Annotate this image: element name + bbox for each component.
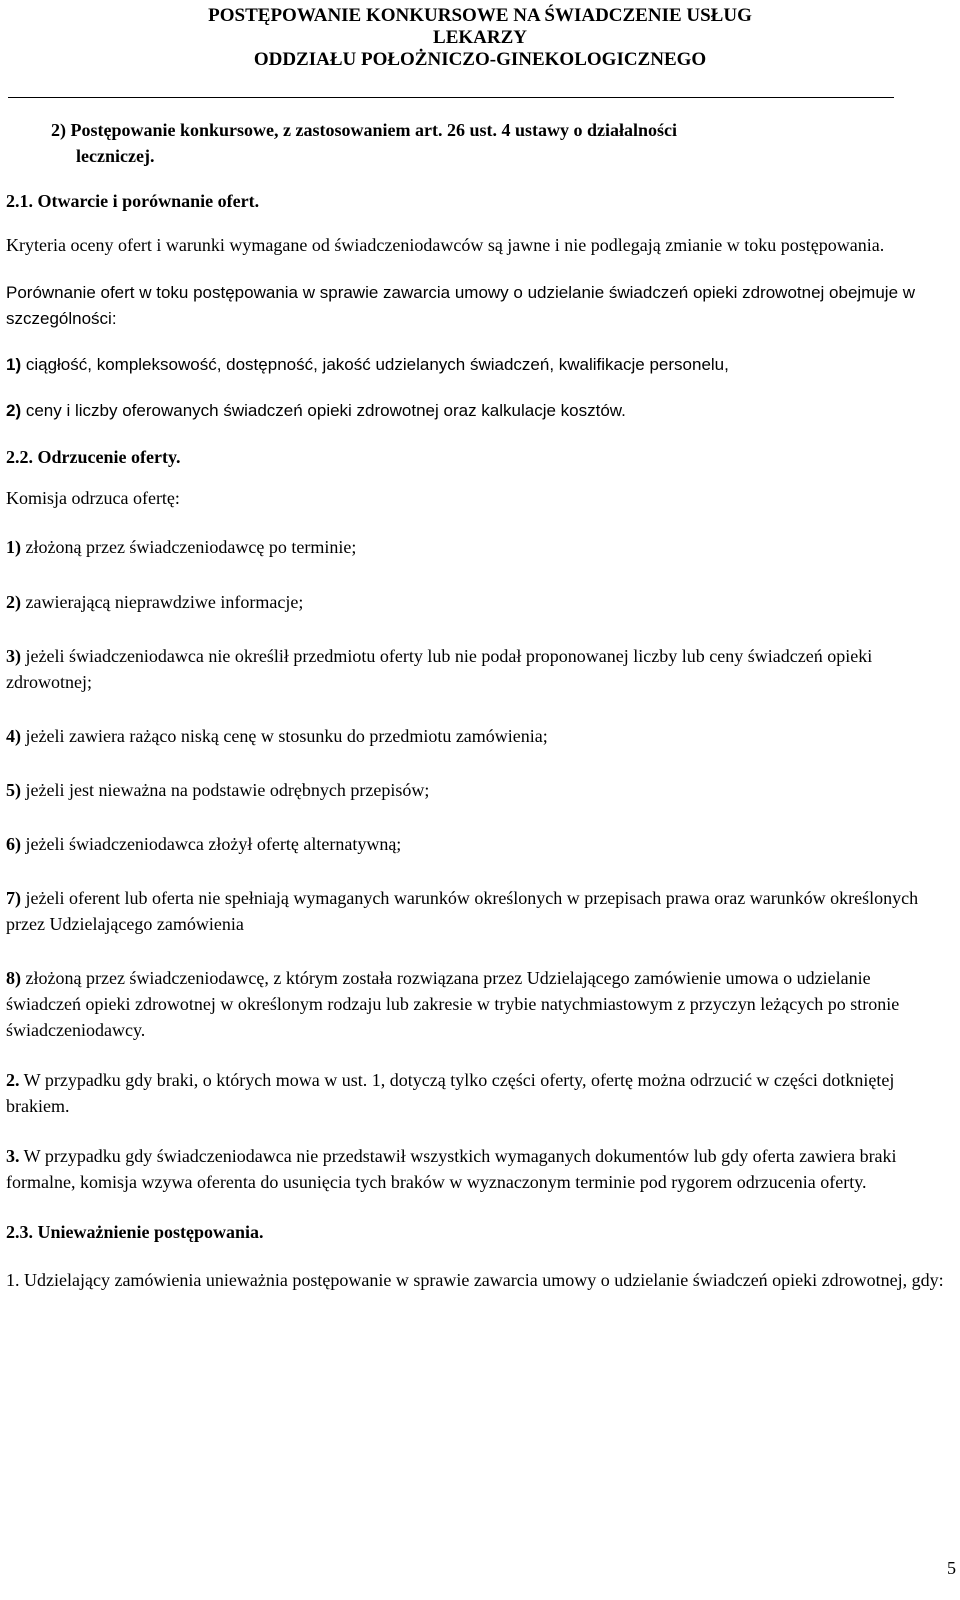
section-2-title <box>26 117 948 169</box>
section-2-1-title: 2.1. Otwarcie i porównanie ofert. <box>6 191 260 211</box>
s21-item-1-num: 1) <box>6 355 22 374</box>
section-2-3-title: 2.3. Unieważnienie postępowania. <box>6 1222 264 1242</box>
section-2-2-title: 2.2. Odrzucenie oferty. <box>6 447 181 467</box>
s22-item-3-text: jeżeli świadczeniodawca nie określił przedmiotu oferty lub nie podał proponowanej liczby lub ceny świadczeń opieki zdrowotnej; <box>6 646 873 692</box>
s22-item-6-text: jeżeli świadczeniodawca złożył ofertę alternatywną; <box>21 834 402 854</box>
s22-point-2 <box>6 1067 948 1119</box>
s22-item-8-text: złożoną przez świadczeniodawcę, z którym została rozwiązana przez Udzielającego zamówienie umowa o udzielanie świadczeń opieki zdrowotnej w określonym rodzaju lub zakresie w trybie natychmiastowym z przyczyn leżących po stronie świadczeniodawcy. <box>6 968 900 1040</box>
page-number: 5 <box>947 1558 956 1578</box>
header-divider <box>8 97 894 98</box>
s21-item-1-text: ciągłość, kompleksowość, dostępność, jakość udzielanych świadczeń, kwalifikacje personelu, <box>21 355 729 374</box>
document-body <box>6 117 948 1293</box>
s22-item-6 <box>6 831 948 857</box>
s22-item-5 <box>6 777 948 803</box>
s22-item-1-text: złożoną przez świadczeniodawcę po terminie; <box>21 537 357 557</box>
s22-item-8-num: 8) <box>6 968 21 988</box>
s22-point-2-text: W przypadku gdy braki, o których mowa w ust. 1, dotyczą tylko części oferty, ofertę można odrzucić w części dotkniętej brakiem. <box>6 1070 895 1116</box>
s22-point-3 <box>6 1143 948 1195</box>
s22-item-3-num: 3) <box>6 646 21 666</box>
s22-item-4 <box>6 723 948 749</box>
s22-point-3-num: 3. <box>6 1146 20 1166</box>
s22-item-6-num: 6) <box>6 834 21 854</box>
s21-item-2-text: ceny i liczby oferowanych świadczeń opieki zdrowotnej oraz kalkulacje kosztów. <box>21 401 626 420</box>
s23-paragraph-1: 1. Udzielający zamówienia unieważnia postępowanie w sprawie zawarcia umowy o udzielanie świadczeń opieki zdrowotnej, gdy: <box>6 1270 944 1290</box>
s21-paragraph-1: Kryteria oceny ofert i warunki wymagane od świadczeniodawców są jawne i nie podlegają zmianie w toku postępowania. <box>6 235 885 255</box>
s22-item-5-text: jeżeli jest nieważna na podstawie odrębnych przepisów; <box>21 780 430 800</box>
s22-point-3-text: W przypadku gdy świadczeniodawca nie przedstawił wszystkich wymaganych dokumentów lub gdy oferta zawiera braki formalne, komisja wzywa oferenta do usunięcia tych braków w wyznaczonym terminie pod rygorem odrzucenia oferty. <box>6 1146 897 1192</box>
s22-item-7 <box>6 885 948 937</box>
s21-item-2 <box>6 398 948 424</box>
s22-item-5-num: 5) <box>6 780 21 800</box>
s22-item-2-num: 2) <box>6 592 21 612</box>
header-line-2: LEKARZY <box>433 27 527 48</box>
s22-item-7-num: 7) <box>6 888 21 908</box>
s22-point-2-num: 2. <box>6 1070 20 1090</box>
s22-intro: Komisja odrzuca ofertę: <box>6 488 180 508</box>
s22-item-7-text: jeżeli oferent lub oferta nie spełniają wymaganych warunków określonych w przepisach prawa oraz warunków określonych przez Udzielającego zamówienia <box>6 888 919 934</box>
document-header <box>0 5 960 71</box>
s22-item-4-text: jeżeli zawiera rażąco niską cenę w stosunku do przedmiotu zamówienia; <box>21 726 548 746</box>
s22-item-4-num: 4) <box>6 726 21 746</box>
s21-item-1 <box>6 352 948 378</box>
s21-paragraph-2: Porównanie ofert w toku postępowania w sprawie zawarcia umowy o udzielanie świadczeń opieki zdrowotnej obejmuje w szczególności: <box>6 283 916 328</box>
s22-item-1-num: 1) <box>6 537 21 557</box>
s21-item-2-num: 2) <box>6 401 22 420</box>
header-line-3: ODDZIAŁU POŁOŻNICZO-GINEKOLOGICZNEGO <box>253 49 707 70</box>
s22-item-3 <box>6 643 948 695</box>
header-line-1: POSTĘPOWANIE KONKURSOWE NA ŚWIADCZENIE USŁUG <box>208 5 752 26</box>
section-2-title-line2: leczniczej. <box>76 146 155 166</box>
section-2-title-line1: 2) Postępowanie konkursowe, z zastosowaniem art. 26 ust. 4 ustawy o działalności <box>51 120 678 140</box>
s22-item-2-text: zawierającą nieprawdziwe informacje; <box>21 592 304 612</box>
s22-item-8 <box>6 965 948 1043</box>
s22-item-1 <box>6 534 948 560</box>
s22-item-2 <box>6 589 948 615</box>
